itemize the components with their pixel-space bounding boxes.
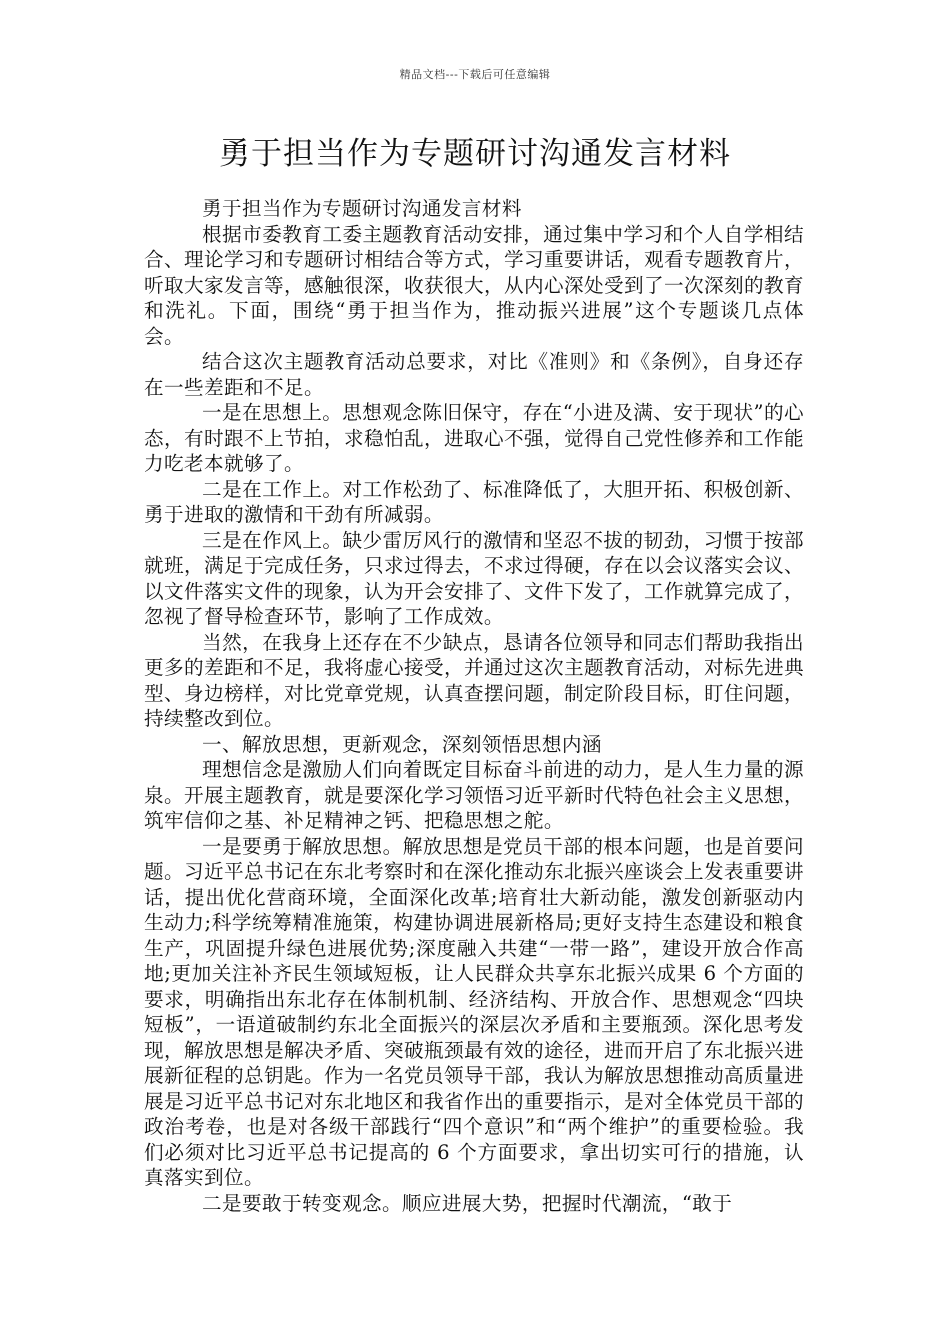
paragraph: 三是在作风上。缺少雷厉风行的激情和坚忍不拔的韧劲，习惯于按部就班，满足于完成任务，只求过得去，不求过得硬，存在以会议落实会议、以文件落实文件的现象，认为开会安排了、文件下发了，工作就算完成了，忽视了督导检查环节，影响了工作成效。 [144, 528, 804, 628]
paragraph: 结合这次主题教育活动总要求，对比《准则》和《条例》，自身还存在一些差距和不足。 [144, 350, 804, 399]
document-body [144, 196, 804, 1216]
paragraph: 二是在工作上。对工作松劲了、标准降低了，大胆开拓、积极创新、勇于进取的激情和干劲有所减弱。 [144, 477, 804, 526]
paragraph: 二是要敢于转变观念。顺应进展大势，把握时代潮流，“敢于 [202, 1191, 733, 1215]
paragraph-subtitle: 勇于担当作为专题研讨沟通发言材料 [202, 197, 522, 220]
header-note: 精品文档---下载后可任意编辑 [399, 68, 551, 81]
paragraph: 一是在思想上。思想观念陈旧保守，存在“小进及满、安于现状”的心态，有时跟不上节拍，求稳怕乱，进取心不强，觉得自己党性修养和工作能力吃老本就够了。 [144, 401, 804, 475]
section-heading: 一、解放思想，更新观念，深刻领悟思想内涵 [202, 732, 602, 756]
paragraph: 根据市委教育工委主题教育活动安排，通过集中学习和个人自学相结合、理论学习和专题研讨相结合等方式，学习重要讲话，观看专题教育片，听取大家发言等，感触很深，收获很大，从内心深处受到了一次深刻的教育和洗礼。下面，围绕“勇于担当作为，推动振兴进展”这个专题谈几点体会。 [144, 222, 804, 348]
paragraph: 当然，在我身上还存在不少缺点，恳请各位领导和同志们帮助我指出更多的差距和不足，我将虚心接受，并通过这次主题教育活动，对标先进典型、身边榜样，对比党章党规，认真查摆问题，制定阶段目标，盯住问题，持续整改到位。 [144, 630, 804, 730]
document-title: 勇于担当作为专题研讨沟通发言材料 [219, 136, 731, 172]
paragraph: 一是要勇于解放思想。解放思想是党员干部的根本问题，也是首要问题。习近平总书记在东北考察时和在深化推动东北振兴座谈会上发表重要讲话，提出优化营商环境，全面深化改革;培育壮大新动能，激发创新驱动内生动力;科学统筹精准施策，构建协调进展新格局;更好支持生态建设和粮食生产，巩固提升绿色进展优势;深度融入共建“一带一路”，建设开放合作高地;更加关注补齐民生领域短板，让人民群众共享东北振兴成果 6 个方面的要求，明确指出东北存在体制机制、经济结构、开放合作、思想观念“四块短板”，一语道破制约东北全面振兴的深层次矛盾和主要瓶颈。深化思考发现，解放思想是解决矛盾、突破瓶颈最有效的途径，进而开启了东北振兴进展新征程的总钥匙。作为一名党员领导干部，我认为解放思想推动高质量进展是习近平总书记对东北地区和我省作出的重要指示，是对全体党员干部的政治考卷，也是对各级干部践行“四个意识”和“两个维护”的重要检验。我们必须对比习近平总书记提高的 6 个方面要求，拿出切实可行的措施，认真落实到位。 [144, 834, 804, 1189]
paragraph: 理想信念是激励人们向着既定目标奋斗前进的动力，是人生力量的源泉。开展主题教育，就是要深化学习领悟习近平新时代特色社会主义思想，筑牢信仰之基、补足精神之钙、把稳思想之舵。 [144, 758, 804, 832]
